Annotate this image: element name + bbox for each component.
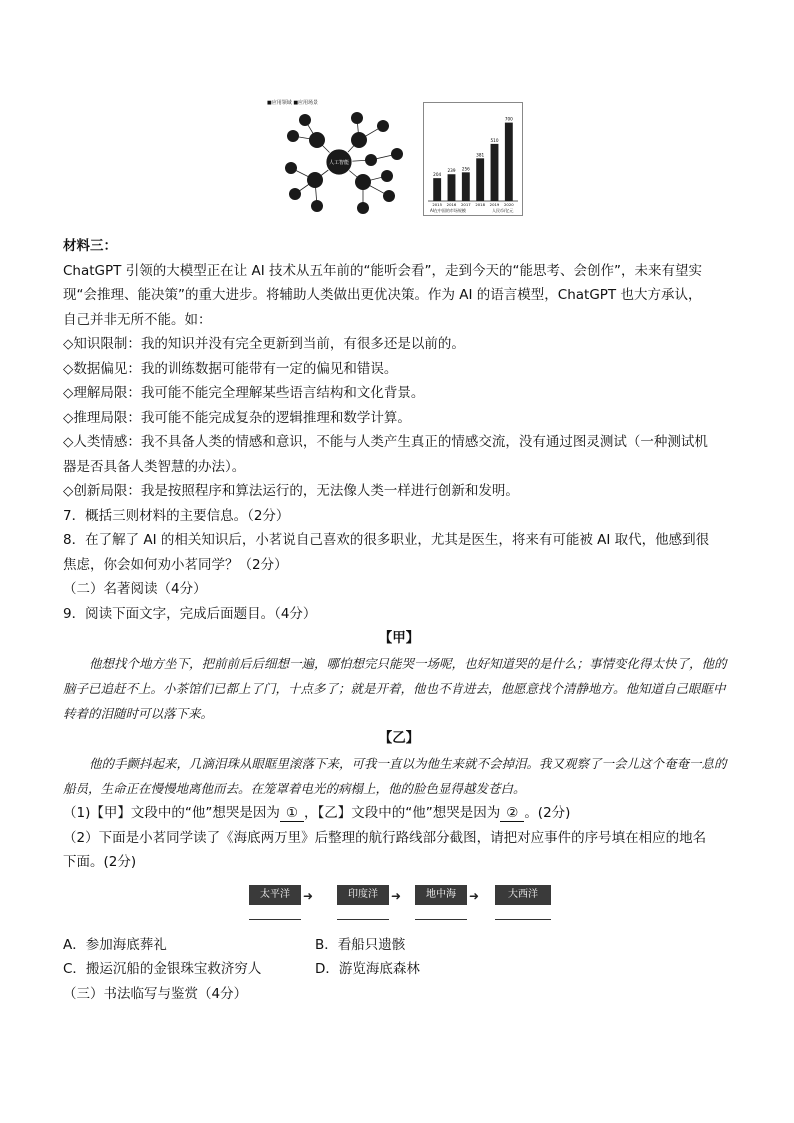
mindmap-center-node: 人工智能 <box>328 160 350 166</box>
passage-yi: 他的手颤抖起来，几滴泪珠从眼眶里滚落下来，可我一直以为他生来就不会掉泪。我又观察了一会儿这个奄奄一息的船员，生命正在慢慢地离他而去。在笼罩着电光的病榻上，他的脸色显得越发苍白。 <box>63 756 727 796</box>
sub-question-1-text: ，【乙】文段中的“他”想哭是因为 <box>303 805 501 821</box>
material3-intro-line: 现“会推理、能决策”的重大进步。将辅助人类做出更优决策。作为 AI 的语言模型，ChatGPT 也大方承认， <box>63 287 702 303</box>
sub-question-2: （2）下面是小茗同学读了《海底两万里》后整理的航行路线部分截图，请把对应事件的序号填在相应的地名 <box>63 829 707 846</box>
passage-yi-heading: 【乙】 <box>378 730 420 746</box>
question-7: 7．概括三则材料的主要信息。（2分） <box>63 507 290 524</box>
options-row <box>63 957 735 982</box>
material3-item: ◇知识限制：我的知识并没有完全更新到当前，有很多还是以前的。 <box>63 336 465 352</box>
route-box-atlantic: 大西洋 <box>495 885 551 905</box>
passage-jia: 他想找个地方坐下，把前前后后细想一遍，哪怕想完只能哭一场呢，也好知道哭的是什么；事情变化得太快了，他的脑子已追赶不上。小茶馆们已都上了门，十点多了；就是开着，他也不肯进去，他愿意找个清静地方。他知道自己眼眶中转着的泪随时可以落下来。 <box>63 656 727 721</box>
route-answer-blank[interactable] <box>415 919 467 920</box>
route-answer-blank[interactable] <box>337 919 389 920</box>
question-9: 9．阅读下面文字，完成后面题目。（4分） <box>63 605 317 622</box>
material3-item: ◇创新局限：我是按照程序和算法运行的，无法像人类一样进行创新和发明。 <box>63 483 519 499</box>
material3-item: ◇推理局限：我可能不能完成复杂的逻辑推理和数学计算。 <box>63 409 411 426</box>
sub-question-1-text: （1)【甲】文段中的“他”想哭是因为 <box>63 805 280 821</box>
material3-item: ◇人类情感：我不具备人类的情感和意识，不能与人类产生真正的情感交流，没有通过图灵测试（一种测试机 <box>63 434 708 450</box>
options-row <box>63 933 735 958</box>
bar-value-label: 700 <box>504 116 513 122</box>
bar-value-label: 381 <box>476 152 485 158</box>
bar-value-label: 510 <box>490 137 499 143</box>
material3-item: 器是否具备人类智慧的办法）。 <box>63 458 246 475</box>
chart-bars <box>432 117 514 207</box>
bar-value-label: 204 <box>433 172 442 178</box>
material3-item: ◇理解局限：我可能不能完全理解某些语言结构和文化背景。 <box>63 385 425 401</box>
x-tick-label: 2015 <box>432 202 443 207</box>
material3-intro-line: ChatGPT 引领的大模型正在让 AI 技术从五年前的“能听会看”，走到今天的“能思考、会创作”，未来有望实 <box>63 262 702 279</box>
x-tick-label: 2016 <box>446 202 457 207</box>
sub-question-2-cont: 下面。(2分) <box>63 854 137 870</box>
bar-value-label: 256 <box>461 166 470 172</box>
section-2-heading: （二）名著阅读（4分） <box>63 581 207 597</box>
route-box-pacific: 太平洋 <box>249 885 301 905</box>
option-a: A．参加海底葬礼 <box>63 936 167 953</box>
bar-2019 <box>491 144 499 201</box>
sub-question-1-score: 。(2分) <box>524 805 571 821</box>
ai-mindmap-figure <box>265 96 413 220</box>
ai-market-bar-chart <box>423 102 523 216</box>
bar-2018 <box>476 158 484 201</box>
x-tick-label: 2018 <box>475 202 486 207</box>
option-b: B．看船只遗骸 <box>315 936 406 953</box>
route-box-mediterranean: 地中海 <box>415 885 467 905</box>
figure-row <box>265 96 525 220</box>
answer-blank-1[interactable]: ① <box>280 805 304 822</box>
section-3-heading: （三）书法临写与鉴赏（4分） <box>63 985 248 1002</box>
answer-blank-2[interactable]: ② <box>500 805 524 822</box>
bar-2016 <box>448 174 456 201</box>
sub-question-1 <box>63 801 735 826</box>
passage-jia-heading: 【甲】 <box>378 630 420 646</box>
route-box-indian: 印度洋 <box>337 885 389 905</box>
x-tick-label: 2019 <box>489 202 500 207</box>
option-d: D．游览海底森林 <box>315 961 420 977</box>
bar-value-label: 239 <box>447 168 456 174</box>
material3-intro-line: 自己并非无所不能。如： <box>63 311 212 328</box>
chart-xlabel: AI在中国的市场规模 <box>430 208 466 213</box>
option-c: C．搬运沉船的金银珠宝救济穷人 <box>63 961 262 977</box>
question-8: 8．在了解了 AI 的相关知识后，小茗说自己喜欢的很多职业，尤其是医生，将来有可能被 AI 取代，他感到很 <box>63 532 710 548</box>
bar-2015 <box>433 178 441 201</box>
bar-2017 <box>462 172 470 201</box>
arrow-right-icon: ➜ <box>469 888 480 903</box>
question-8-cont: 焦虑，你会如何劝小茗同学？（2分） <box>63 556 288 573</box>
chart-ylabel: 人民币/亿元 <box>492 208 514 213</box>
document-body <box>63 234 735 1006</box>
route-answer-blank[interactable] <box>249 919 301 920</box>
material3-item: ◇数据偏见：我的训练数据可能带有一定的偏见和错误。 <box>63 360 398 377</box>
voyage-route-figure <box>249 881 569 933</box>
mindmap-legend: ■应用领域 ■应用场景 <box>267 100 319 106</box>
x-tick-label: 2017 <box>460 202 471 207</box>
route-answer-blank[interactable] <box>495 919 551 920</box>
arrow-right-icon: ➜ <box>303 888 314 903</box>
bar-2020 <box>505 123 513 201</box>
material3-heading: 材料三： <box>63 238 117 254</box>
x-tick-label: 2020 <box>503 202 514 207</box>
arrow-right-icon: ➜ <box>391 888 402 903</box>
